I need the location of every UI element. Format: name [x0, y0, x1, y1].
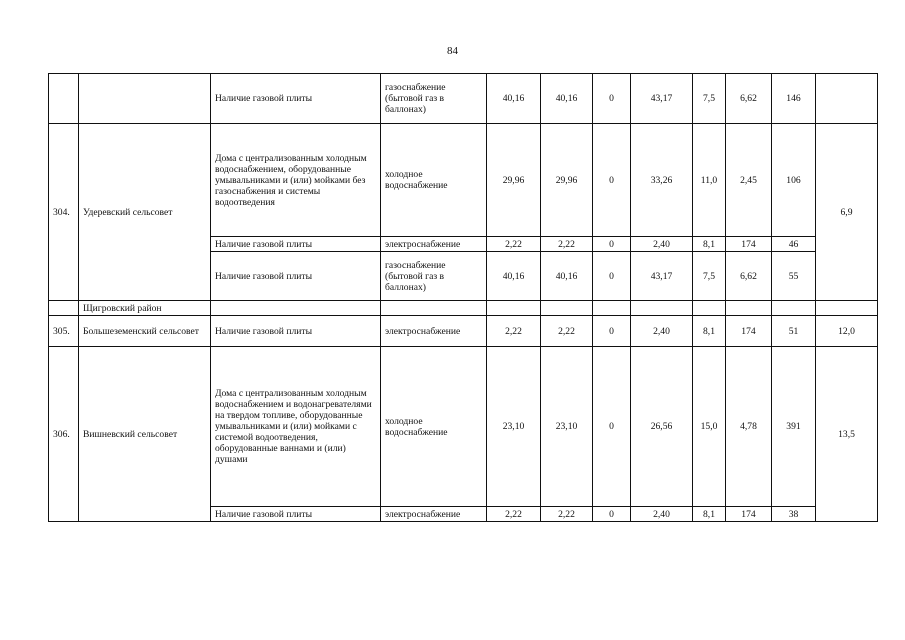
value-cell: 174: [726, 237, 772, 252]
value-cell: [772, 301, 816, 316]
settlement-cell: [79, 74, 211, 124]
value-cell: 0: [593, 237, 631, 252]
value-cell: 43,17: [631, 74, 693, 124]
value-cell: 40,16: [541, 74, 593, 124]
category-cell: Дома с централизованным холодным водоснабжением и водонагревателями на твердом топливе, оборудованные умывальниками и (или) мойками с системой водоотведения, оборудованные ваннами и (или) душами: [211, 347, 381, 507]
category-cell: Наличие газовой плиты: [211, 316, 381, 347]
value-cell: 40,16: [541, 252, 593, 301]
value-cell: 2,45: [726, 124, 772, 237]
value-cell: 43,17: [631, 252, 693, 301]
value-cell: 174: [726, 507, 772, 522]
value-cell: 0: [593, 507, 631, 522]
value-cell: 29,96: [541, 124, 593, 237]
value-cell: [487, 301, 541, 316]
utility-cell: холодное водоснабжение: [381, 347, 487, 507]
utility-cell: газоснабжение (бытовой газ в баллонах): [381, 252, 487, 301]
value-cell: 7,5: [693, 252, 726, 301]
value-cell: [631, 301, 693, 316]
value-cell: 7,5: [693, 74, 726, 124]
table-row: [49, 347, 878, 507]
value-cell: 11,0: [693, 124, 726, 237]
settlement-name: Удеревский сельсовет: [79, 124, 211, 301]
value-cell: 6,9: [816, 124, 878, 301]
category-cell: [211, 301, 381, 316]
utility-cell: электроснабжение: [381, 237, 487, 252]
value-cell: 51: [772, 316, 816, 347]
value-cell: [726, 301, 772, 316]
value-cell: [816, 74, 878, 124]
row-number-cell: 305.: [49, 316, 79, 347]
utility-cell: [381, 301, 487, 316]
value-cell: 29,96: [487, 124, 541, 237]
value-cell: 0: [593, 252, 631, 301]
value-cell: 2,40: [631, 237, 693, 252]
settlement-name: Вишневский сельсовет: [79, 347, 211, 522]
value-cell: 2,22: [487, 507, 541, 522]
value-cell: 2,22: [541, 507, 593, 522]
row-number-cell: 306.: [49, 347, 79, 522]
value-cell: 46: [772, 237, 816, 252]
table-row: [49, 124, 878, 237]
district-row: [49, 301, 878, 316]
value-cell: 40,16: [487, 252, 541, 301]
category-cell: Наличие газовой плиты: [211, 237, 381, 252]
value-cell: 106: [772, 124, 816, 237]
value-cell: 4,78: [726, 347, 772, 507]
value-cell: 6,62: [726, 74, 772, 124]
utility-cell: газоснабжение (бытовой газ в баллонах): [381, 74, 487, 124]
value-cell: [693, 301, 726, 316]
value-cell: 23,10: [487, 347, 541, 507]
value-cell: 146: [772, 74, 816, 124]
value-cell: [593, 301, 631, 316]
value-cell: 0: [593, 347, 631, 507]
value-cell: 0: [593, 316, 631, 347]
row-number-cell: 304.: [49, 124, 79, 301]
settlement-name: Большеземенский сельсовет: [79, 316, 211, 347]
district-name: Щигровский район: [79, 301, 211, 316]
value-cell: 2,22: [487, 237, 541, 252]
value-cell: 8,1: [693, 507, 726, 522]
value-cell: 6,62: [726, 252, 772, 301]
value-cell: [816, 301, 878, 316]
value-cell: 13,5: [816, 347, 878, 522]
value-cell: 2,40: [631, 316, 693, 347]
utility-cell: электроснабжение: [381, 316, 487, 347]
category-cell: Наличие газовой плиты: [211, 507, 381, 522]
value-cell: 26,56: [631, 347, 693, 507]
value-cell: 23,10: [541, 347, 593, 507]
table-row: [49, 74, 878, 124]
value-cell: [541, 301, 593, 316]
value-cell: 33,26: [631, 124, 693, 237]
value-cell: 391: [772, 347, 816, 507]
category-cell: Дома с централизованным холодным водоснабжением, оборудованные умывальниками и (или) мойками без газоснабжения и системы водоотведения: [211, 124, 381, 237]
value-cell: 15,0: [693, 347, 726, 507]
tariff-table: [48, 73, 878, 522]
value-cell: 2,22: [541, 237, 593, 252]
row-number-cell: [49, 301, 79, 316]
value-cell: 2,22: [541, 316, 593, 347]
value-cell: 2,40: [631, 507, 693, 522]
value-cell: 8,1: [693, 316, 726, 347]
value-cell: 0: [593, 124, 631, 237]
value-cell: 40,16: [487, 74, 541, 124]
value-cell: 55: [772, 252, 816, 301]
value-cell: 174: [726, 316, 772, 347]
table-row: [49, 316, 878, 347]
value-cell: 12,0: [816, 316, 878, 347]
utility-cell: электроснабжение: [381, 507, 487, 522]
utility-cell: холодное водоснабжение: [381, 124, 487, 237]
category-cell: Наличие газовой плиты: [211, 252, 381, 301]
value-cell: 0: [593, 74, 631, 124]
category-cell: Наличие газовой плиты: [211, 74, 381, 124]
row-number-cell: [49, 74, 79, 124]
value-cell: 2,22: [487, 316, 541, 347]
value-cell: 8,1: [693, 237, 726, 252]
page-number: 84: [447, 45, 458, 57]
value-cell: 38: [772, 507, 816, 522]
